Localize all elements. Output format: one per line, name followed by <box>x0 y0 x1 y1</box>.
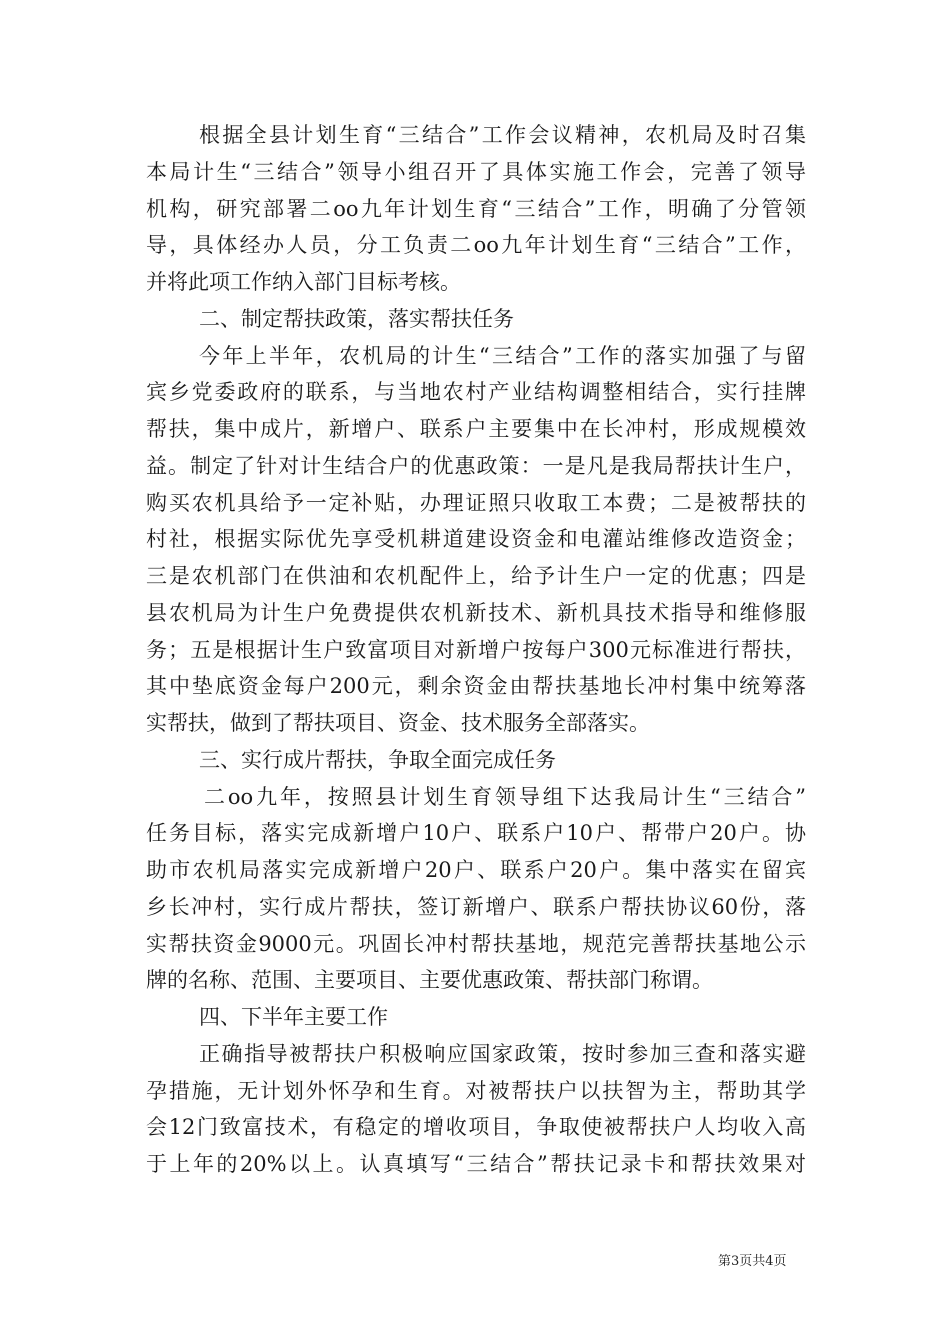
text-line: 实帮扶，做到了帮扶项目、资金、技术服务全部落实。 <box>146 711 650 735</box>
text-line: 助市农机局落实完成新增户20户、联系户20户。集中落实在留宾 <box>146 858 806 882</box>
text-line: 帮扶，集中成片，新增户、联系户主要集中在长冲村，形成规模效 <box>146 417 806 441</box>
text-line: 机构，研究部署二oo九年计划生育“三结合”工作，明确了分管领 <box>146 196 806 221</box>
text-line: 根据全县计划生育“三结合”工作会议精神，农机局及时召集 <box>199 123 806 147</box>
text-line: 四、下半年主要工作 <box>199 1005 388 1029</box>
text-line: 任务目标，落实完成新增户10户、联系户10户、帮带户20户。协 <box>146 821 806 846</box>
text-line: 村社，根据实际优先享受机耕道建设资金和电灌站维修改造资金； <box>146 527 806 552</box>
text-line: 正确指导被帮扶户积极响应国家政策，按时参加三查和落实避 <box>199 1041 806 1066</box>
text-line: 务；五是根据计生户致富项目对新增户按每户300元标准进行帮扶， <box>146 637 806 662</box>
text-line: 并将此项工作纳入部门目标考核。 <box>146 270 461 294</box>
section-heading <box>146 301 806 338</box>
text-line: 宾乡党委政府的联系，与当地农村产业结构调整相结合，实行挂牌 <box>146 380 806 405</box>
text-line: 牌的名称、范围、主要项目、主要优惠政策、帮扶部门称谓。 <box>146 968 713 993</box>
page-number-footer: 第3页共4页 <box>718 1254 787 1269</box>
text-line: 三、实行成片帮扶，争取全面完成任务 <box>199 747 556 772</box>
text-line: 三是农机部门在供油和农机配件上，给予计生户一定的优惠；四是 <box>146 564 806 588</box>
text-line: 本局计生“三结合”领导小组召开了具体实施工作会，完善了领导 <box>146 159 806 184</box>
body-paragraph <box>146 1036 806 1183</box>
text-line: 购买农机具给予一定补贴，办理证照只收取工本费；二是被帮扶的 <box>146 490 806 515</box>
section-heading <box>146 999 806 1036</box>
text-line: 导，具体经办人员，分工负责二oo九年计划生育“三结合”工作， <box>146 233 806 258</box>
body-paragraph <box>146 338 806 742</box>
text-line: 县农机局为计生户免费提供农机新技术、新机具技术指导和维修服 <box>146 600 806 625</box>
text-line: 会12门致富技术，有稳定的增收项目，争取使被帮扶户人均收入高 <box>146 1115 806 1140</box>
text-line: 益。制定了针对计生结合户的优惠政策：一是凡是我局帮扶计生户， <box>146 453 806 478</box>
text-line: 实帮扶资金9000元。巩固长冲村帮扶基地，规范完善帮扶基地公示 <box>146 931 806 956</box>
document-body <box>146 117 806 1183</box>
text-line: 于上年的20%以上。认真填写“三结合”帮扶记录卡和帮扶效果对 <box>146 1152 806 1176</box>
section-heading <box>146 742 806 779</box>
body-paragraph <box>146 779 806 1000</box>
text-line: 今年上半年，农机局的计生“三结合”工作的落实加强了与留 <box>199 343 806 368</box>
text-line: 二、制定帮扶政策，落实帮扶任务 <box>199 306 514 331</box>
text-line: 二oo九年，按照县计划生育领导组下达我局计生“三结合” <box>204 784 806 809</box>
body-paragraph <box>146 117 806 301</box>
text-line: 孕措施，无计划外怀孕和生育。对被帮扶户以扶智为主，帮助其学 <box>146 1078 806 1103</box>
text-line: 其中垫底资金每户200元，剩余资金由帮扶基地长冲村集中统筹落 <box>146 674 806 699</box>
text-line: 乡长冲村，实行成片帮扶，签订新增户、联系户帮扶协议60份，落 <box>146 894 806 919</box>
